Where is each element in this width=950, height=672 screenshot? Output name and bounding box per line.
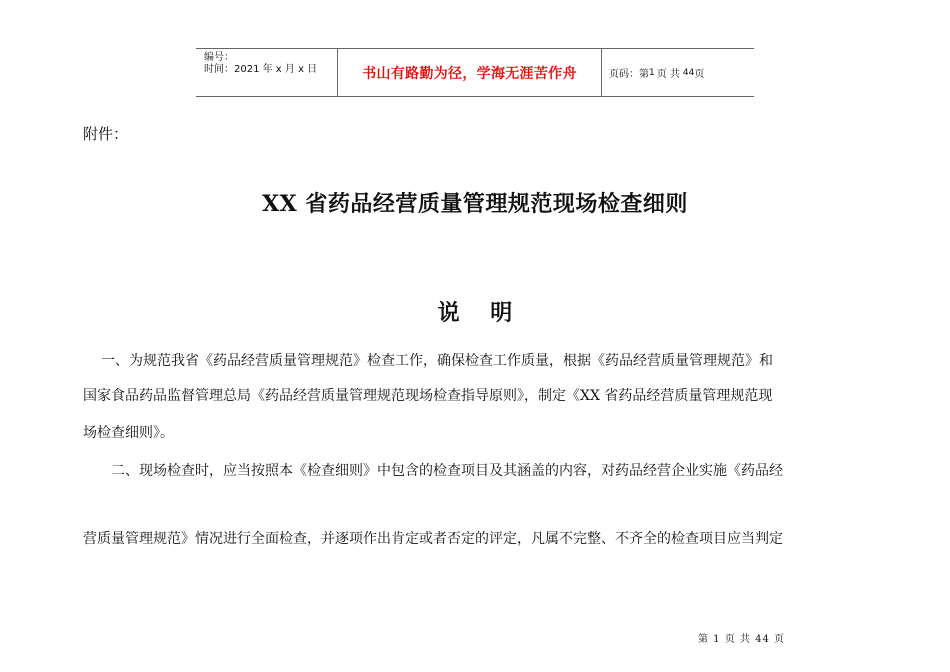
paragraph2-line2: 营质量管理规范》情况进行全面检查，并逐项作出肯定或者否定的评定，凡属不完整、不齐全的检查项目应当判定: [83, 531, 783, 547]
time-label: 时间：2021 年 x 月 x 日: [204, 64, 318, 75]
motto-text: 书山有路勤为径，学海无涯苦作舟: [362, 65, 577, 82]
header-meta: [196, 49, 338, 96]
attachment-label: 附件：: [83, 125, 129, 143]
paragraph1-line1: 一、为规范我省《药品经营质量管理规范》检查工作，确保检查工作质量，根据《药品经营质量管理规范》和: [101, 353, 773, 369]
page-mid: 页 共: [656, 69, 680, 80]
page-current: 1: [649, 67, 655, 78]
page-prefix: 页码：第: [609, 69, 649, 80]
page-suffix: 页: [694, 69, 705, 80]
section-title: 说 明: [437, 300, 513, 326]
page-total: 44: [682, 67, 695, 78]
paragraph1-line3: 场检查细则》。: [83, 425, 174, 441]
paragraph2-line1: 二、现场检查时，应当按照本《检查细则》中包含的检查项目及其涵盖的内容，对药品经营企业实施《药品经: [111, 463, 783, 479]
header-motto-cell: [338, 49, 602, 96]
number-label: 编号：: [204, 52, 234, 63]
header-page-number: [602, 49, 754, 96]
paragraph1-line2: 国家食品药品监督管理总局《药品经营质量管理规范现场检查指导原则》，制定《XX 省药品经营质量管理规范现: [83, 388, 773, 404]
document-header: [196, 48, 754, 97]
footer-page-number: 第 1 页 共 44 页: [698, 634, 785, 645]
document-title: XX 省药品经营质量管理规范现场检查细则: [262, 191, 688, 217]
